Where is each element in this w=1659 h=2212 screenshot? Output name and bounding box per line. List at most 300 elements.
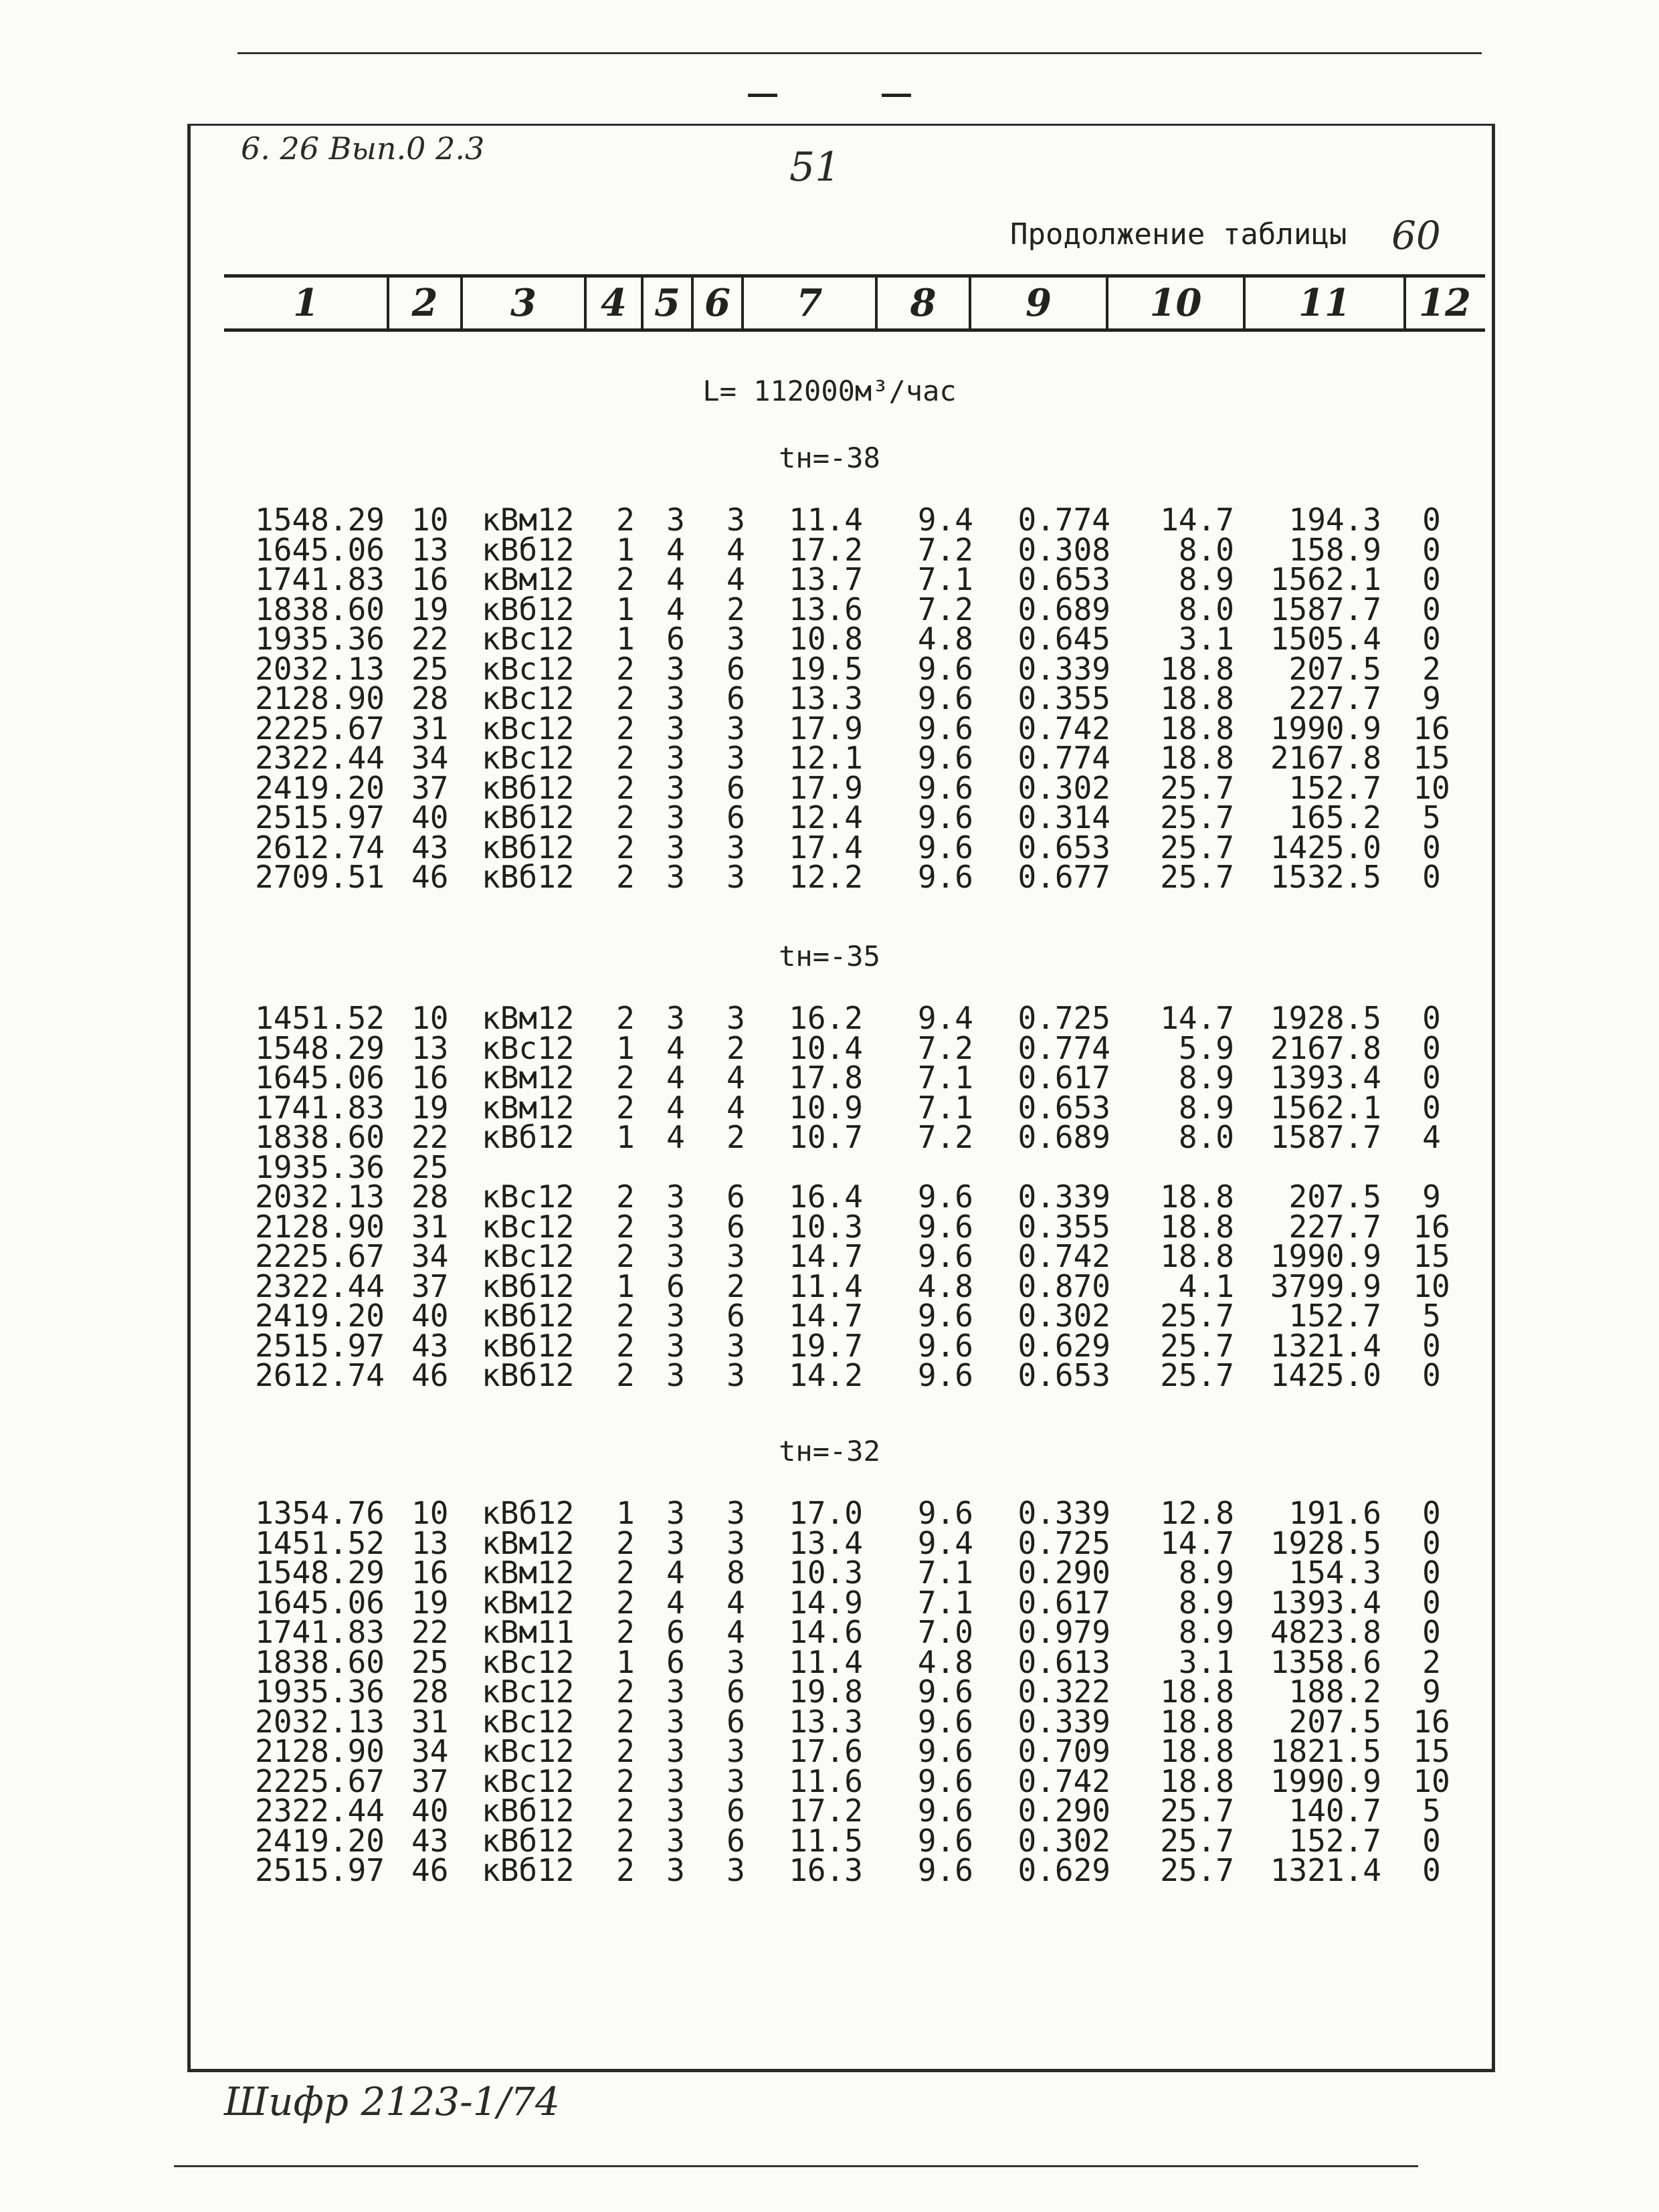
cell-col-5: 3 xyxy=(666,1674,685,1710)
cell-col-2: 40 xyxy=(411,799,449,835)
cell-col-5: 6 xyxy=(666,1614,685,1650)
cell-col-1: 2322.44 xyxy=(255,1268,385,1304)
cell-col-10: 8.9 xyxy=(1178,1584,1234,1621)
cell-col-3: кВб12 xyxy=(482,1119,575,1155)
cell-col-7: 13.7 xyxy=(789,561,863,597)
table-row xyxy=(0,561,1659,597)
cell-col-10: 18.8 xyxy=(1160,1674,1234,1710)
cell-col-5: 3 xyxy=(666,1763,685,1799)
cell-col-3: кВб12 xyxy=(482,1822,575,1859)
cell-col-9: 0.629 xyxy=(1017,1327,1110,1364)
cell-col-7: 14.2 xyxy=(789,1357,863,1393)
cell-col-1: 1645.06 xyxy=(255,1060,385,1096)
cell-col-9: 0.322 xyxy=(1017,1674,1110,1710)
cell-col-10: 18.8 xyxy=(1160,680,1234,716)
cell-col-3: кВб12 xyxy=(482,829,575,866)
column-separator xyxy=(1243,278,1246,328)
cell-col-4: 2 xyxy=(616,829,635,866)
cell-col-3: кВс12 xyxy=(482,1643,575,1680)
cell-col-7: 10.3 xyxy=(789,1208,863,1245)
column-header-row xyxy=(224,274,1485,332)
cell-col-3: кВс12 xyxy=(482,1029,575,1066)
cell-col-8: 9.6 xyxy=(917,650,973,687)
cell-col-2: 34 xyxy=(411,1238,449,1274)
table-row xyxy=(0,740,1659,776)
cell-col-1: 2128.90 xyxy=(255,680,385,716)
cell-col-11: 1358.6 xyxy=(1270,1643,1381,1680)
cell-col-5: 3 xyxy=(666,829,685,866)
cell-col-1: 2032.13 xyxy=(255,650,385,687)
cell-col-8: 9.6 xyxy=(917,680,973,716)
cell-col-7: 17.9 xyxy=(789,769,863,806)
cell-col-1: 1838.60 xyxy=(255,1119,385,1155)
cell-col-6: 4 xyxy=(726,1089,745,1126)
column-header-6: 6 xyxy=(704,281,730,325)
top-dash-mark xyxy=(882,94,911,97)
cell-col-8: 9.6 xyxy=(917,740,973,776)
cell-col-4: 2 xyxy=(616,1674,635,1710)
cell-col-8: 9.4 xyxy=(917,1524,973,1561)
table-row xyxy=(0,621,1659,657)
cell-col-10: 8.9 xyxy=(1178,1554,1234,1591)
table-row xyxy=(0,710,1659,746)
column-separator xyxy=(691,278,694,328)
cell-col-5: 3 xyxy=(666,1524,685,1561)
cell-col-7: 19.8 xyxy=(789,1674,863,1710)
cell-col-1: 1548.29 xyxy=(255,1029,385,1066)
cell-col-11: 1990.9 xyxy=(1270,1763,1381,1799)
cell-col-12: 10 xyxy=(1413,1763,1450,1799)
cell-col-12: 16 xyxy=(1413,710,1450,746)
cell-col-4: 2 xyxy=(616,1852,635,1888)
cell-col-3: кВс12 xyxy=(482,680,575,716)
cell-col-2: 25 xyxy=(411,1643,449,1680)
cell-col-3: кВб12 xyxy=(482,1327,575,1364)
cell-col-3: кВс12 xyxy=(482,1238,575,1274)
cell-col-4: 1 xyxy=(616,591,635,627)
table-row xyxy=(0,502,1659,538)
cell-col-8: 9.6 xyxy=(917,1703,973,1740)
table-row xyxy=(0,1643,1659,1680)
cell-col-3: кВб12 xyxy=(482,1495,575,1531)
cell-col-7: 19.5 xyxy=(789,650,863,687)
cell-col-1: 1548.29 xyxy=(255,502,385,538)
cell-col-11: 2167.8 xyxy=(1270,1029,1381,1066)
cell-col-12: 5 xyxy=(1422,1793,1441,1829)
cell-col-4: 2 xyxy=(616,1208,635,1245)
cell-col-7: 17.4 xyxy=(789,829,863,866)
cell-col-6: 3 xyxy=(726,1852,745,1888)
cell-col-12: 10 xyxy=(1413,1268,1450,1304)
cell-col-10: 25.7 xyxy=(1160,1822,1234,1859)
cell-col-4: 1 xyxy=(616,1268,635,1304)
cell-col-2: 13 xyxy=(411,1524,449,1561)
cell-col-6: 4 xyxy=(726,561,745,597)
cell-col-10: 18.8 xyxy=(1160,740,1234,776)
cell-col-10: 18.8 xyxy=(1160,710,1234,746)
cell-col-5: 3 xyxy=(666,799,685,835)
cell-col-5: 3 xyxy=(666,1000,685,1036)
cell-col-2: 37 xyxy=(411,1268,449,1304)
cell-col-11: 154.3 xyxy=(1288,1554,1381,1591)
cell-col-4: 2 xyxy=(616,1179,635,1215)
cell-col-8: 9.6 xyxy=(917,1298,973,1334)
cell-col-1: 2515.97 xyxy=(255,799,385,835)
cell-col-2: 40 xyxy=(411,1298,449,1334)
cell-col-1: 2225.67 xyxy=(255,1763,385,1799)
cell-col-10: 14.7 xyxy=(1160,1000,1234,1036)
cell-col-12: 5 xyxy=(1422,799,1441,835)
cell-col-2: 46 xyxy=(411,1357,449,1393)
cell-col-8: 9.6 xyxy=(917,769,973,806)
cell-col-7: 17.8 xyxy=(789,1060,863,1096)
cell-col-3: кВс12 xyxy=(482,740,575,776)
cell-col-5: 3 xyxy=(666,1327,685,1364)
cell-col-11: 1562.1 xyxy=(1270,1089,1381,1126)
cell-col-6: 3 xyxy=(726,1327,745,1364)
cell-col-3: кВс12 xyxy=(482,710,575,746)
cell-col-2: 16 xyxy=(411,561,449,597)
cell-col-11: 1505.4 xyxy=(1270,621,1381,657)
cell-col-1: 2612.74 xyxy=(255,829,385,866)
cell-col-10: 8.9 xyxy=(1178,1060,1234,1096)
cell-col-12: 0 xyxy=(1422,1000,1441,1036)
cell-col-4: 1 xyxy=(616,1495,635,1531)
cell-col-1: 1838.60 xyxy=(255,591,385,627)
cell-col-1: 1548.29 xyxy=(255,1554,385,1591)
cell-col-4: 2 xyxy=(616,769,635,806)
cell-col-7: 10.7 xyxy=(789,1119,863,1155)
cell-col-8: 7.1 xyxy=(917,1554,973,1591)
cell-col-10: 18.8 xyxy=(1160,1733,1234,1769)
cell-col-10: 5.9 xyxy=(1178,1029,1234,1066)
cell-col-11: 1425.0 xyxy=(1270,1357,1381,1393)
cell-col-9: 0.302 xyxy=(1017,1822,1110,1859)
bottom-scan-line xyxy=(174,2165,1418,2167)
cell-col-8: 7.2 xyxy=(917,1029,973,1066)
cell-col-1: 2032.13 xyxy=(255,1179,385,1215)
cell-col-9: 0.774 xyxy=(1017,740,1110,776)
column-header-1: 1 xyxy=(293,281,319,325)
cell-col-8: 4.8 xyxy=(917,621,973,657)
cell-col-3: кВб12 xyxy=(482,859,575,895)
column-separator xyxy=(1106,278,1108,328)
cell-col-9: 0.339 xyxy=(1017,1703,1110,1740)
cell-col-9: 0.689 xyxy=(1017,1119,1110,1155)
cell-col-6: 8 xyxy=(726,1554,745,1591)
cell-col-4: 2 xyxy=(616,1554,635,1591)
cell-col-1: 2322.44 xyxy=(255,740,385,776)
cell-col-9: 0.774 xyxy=(1017,502,1110,538)
cell-col-1: 2419.20 xyxy=(255,769,385,806)
cell-col-2: 19 xyxy=(411,591,449,627)
section-label: tн=-38 xyxy=(779,441,880,474)
cell-col-4: 2 xyxy=(616,561,635,597)
cell-col-12: 0 xyxy=(1422,502,1441,538)
table-row xyxy=(0,1029,1659,1066)
cell-col-7: 11.6 xyxy=(789,1763,863,1799)
cell-col-10: 25.7 xyxy=(1160,859,1234,895)
cell-col-5: 3 xyxy=(666,1703,685,1740)
cell-col-7: 16.4 xyxy=(789,1179,863,1215)
cell-col-4: 2 xyxy=(616,1000,635,1036)
column-separator xyxy=(387,278,389,328)
cell-col-8: 7.2 xyxy=(917,1119,973,1155)
cell-col-7: 12.1 xyxy=(789,740,863,776)
column-header-10: 10 xyxy=(1149,281,1202,325)
cell-col-6: 3 xyxy=(726,710,745,746)
cell-col-5: 4 xyxy=(666,1089,685,1126)
cell-col-10: 18.8 xyxy=(1160,1703,1234,1740)
cell-col-9: 0.742 xyxy=(1017,1238,1110,1274)
top-dash-mark xyxy=(748,94,777,97)
cell-col-2: 46 xyxy=(411,859,449,895)
cell-col-2: 37 xyxy=(411,1763,449,1799)
cell-col-10: 25.7 xyxy=(1160,769,1234,806)
cell-col-1: 2709.51 xyxy=(255,859,385,895)
cell-col-8: 9.6 xyxy=(917,859,973,895)
cell-col-1: 1451.52 xyxy=(255,1000,385,1036)
cell-col-7: 11.4 xyxy=(789,1643,863,1680)
column-header-8: 8 xyxy=(910,281,937,325)
cell-col-9: 0.709 xyxy=(1017,1733,1110,1769)
cell-col-10: 18.8 xyxy=(1160,1179,1234,1215)
cell-col-5: 4 xyxy=(666,531,685,568)
cell-col-6: 3 xyxy=(726,502,745,538)
cell-col-8: 9.6 xyxy=(917,799,973,835)
cell-col-2: 31 xyxy=(411,710,449,746)
cell-col-5: 4 xyxy=(666,1584,685,1621)
table-row xyxy=(0,1238,1659,1274)
table-row xyxy=(0,1733,1659,1769)
cell-col-1: 1935.36 xyxy=(255,1674,385,1710)
cell-col-9: 0.613 xyxy=(1017,1643,1110,1680)
cell-col-11: 1928.5 xyxy=(1270,1524,1381,1561)
cell-col-4: 1 xyxy=(616,1119,635,1155)
cell-col-7: 11.4 xyxy=(789,1268,863,1304)
cell-col-3: кВм12 xyxy=(482,561,575,597)
cell-col-6: 6 xyxy=(726,799,745,835)
table-row xyxy=(0,1089,1659,1126)
cell-col-11: 191.6 xyxy=(1288,1495,1381,1531)
cell-col-12: 9 xyxy=(1422,1674,1441,1710)
table-row xyxy=(0,1327,1659,1364)
cell-col-12: 10 xyxy=(1413,769,1450,806)
cell-col-11: 1821.5 xyxy=(1270,1733,1381,1769)
table-row xyxy=(0,1208,1659,1245)
cell-col-3: кВс12 xyxy=(482,1733,575,1769)
cell-col-11: 1532.5 xyxy=(1270,859,1381,895)
cell-col-1: 2515.97 xyxy=(255,1852,385,1888)
cell-col-2: 13 xyxy=(411,1029,449,1066)
cell-col-12: 0 xyxy=(1422,829,1441,866)
cell-col-3: кВб12 xyxy=(482,1298,575,1334)
cell-col-2: 19 xyxy=(411,1089,449,1126)
cell-col-10: 8.9 xyxy=(1178,1614,1234,1650)
cell-col-1: 1741.83 xyxy=(255,1089,385,1126)
cell-col-7: 16.2 xyxy=(789,1000,863,1036)
table-row xyxy=(0,829,1659,866)
cell-col-12: 0 xyxy=(1422,1327,1441,1364)
cell-col-5: 3 xyxy=(666,1238,685,1274)
cell-col-12: 15 xyxy=(1413,1733,1450,1769)
cell-col-1: 1354.76 xyxy=(255,1495,385,1531)
column-header-2: 2 xyxy=(411,281,438,325)
cell-col-7: 17.2 xyxy=(789,1793,863,1829)
footer-cipher: Шифр 2123-1/74 xyxy=(224,2079,560,2124)
cell-col-2: 10 xyxy=(411,502,449,538)
column-separator xyxy=(969,278,971,328)
cell-col-8: 9.4 xyxy=(917,1000,973,1036)
flow-rate-label: L= 112000м³/час xyxy=(702,375,957,407)
table-row xyxy=(0,1554,1659,1591)
cell-col-12: 0 xyxy=(1422,1029,1441,1066)
cell-col-8: 4.8 xyxy=(917,1643,973,1680)
table-row xyxy=(0,591,1659,627)
cell-col-1: 2032.13 xyxy=(255,1703,385,1740)
cell-col-8: 9.6 xyxy=(917,1238,973,1274)
column-separator xyxy=(584,278,587,328)
cell-col-8: 9.4 xyxy=(917,502,973,538)
cell-col-8: 9.6 xyxy=(917,1327,973,1364)
cell-col-3: кВс12 xyxy=(482,1703,575,1740)
cell-col-2: 16 xyxy=(411,1554,449,1591)
cell-col-4: 2 xyxy=(616,680,635,716)
cell-col-1: 2419.20 xyxy=(255,1298,385,1334)
cell-col-5: 3 xyxy=(666,1298,685,1334)
cell-col-11: 1321.4 xyxy=(1270,1327,1381,1364)
cell-col-6: 4 xyxy=(726,1060,745,1096)
cell-col-5: 3 xyxy=(666,1179,685,1215)
cell-col-6: 6 xyxy=(726,1208,745,1245)
cell-col-2: 22 xyxy=(411,1614,449,1650)
cell-col-9: 0.653 xyxy=(1017,1089,1110,1126)
cell-col-11: 207.5 xyxy=(1288,1703,1381,1740)
cell-col-11: 158.9 xyxy=(1288,531,1381,568)
cell-col-9: 0.339 xyxy=(1017,650,1110,687)
cell-col-3: кВм12 xyxy=(482,1060,575,1096)
cell-col-5: 3 xyxy=(666,740,685,776)
cell-col-11: 1393.4 xyxy=(1270,1060,1381,1096)
cell-col-5: 3 xyxy=(666,680,685,716)
table-row xyxy=(0,1822,1659,1859)
cell-col-8: 7.1 xyxy=(917,561,973,597)
cell-col-9: 0.290 xyxy=(1017,1793,1110,1829)
cell-col-11: 152.7 xyxy=(1288,769,1381,806)
cell-col-5: 3 xyxy=(666,1793,685,1829)
cell-col-10: 25.7 xyxy=(1160,799,1234,835)
cell-col-1: 1451.52 xyxy=(255,1524,385,1561)
cell-col-7: 17.6 xyxy=(789,1733,863,1769)
cell-col-9: 0.302 xyxy=(1017,1298,1110,1334)
cell-col-4: 2 xyxy=(616,1524,635,1561)
table-row xyxy=(0,1119,1659,1155)
cell-col-10: 18.8 xyxy=(1160,1763,1234,1799)
cell-col-4: 2 xyxy=(616,1614,635,1650)
cell-col-4: 2 xyxy=(616,1763,635,1799)
table-row xyxy=(0,1524,1659,1561)
cell-col-3: кВб12 xyxy=(482,769,575,806)
cell-col-9: 0.653 xyxy=(1017,829,1110,866)
cell-col-5: 3 xyxy=(666,1495,685,1531)
cell-col-10: 18.8 xyxy=(1160,650,1234,687)
table-row xyxy=(0,1268,1659,1304)
cell-col-6: 6 xyxy=(726,769,745,806)
cell-col-9: 0.645 xyxy=(1017,621,1110,657)
cell-col-3: кВб12 xyxy=(482,1852,575,1888)
cell-col-4: 2 xyxy=(616,1703,635,1740)
table-row xyxy=(0,859,1659,895)
cell-col-9: 0.653 xyxy=(1017,561,1110,597)
cell-col-9: 0.617 xyxy=(1017,1060,1110,1096)
cell-col-9: 0.617 xyxy=(1017,1584,1110,1621)
cell-col-11: 1990.9 xyxy=(1270,1238,1381,1274)
cell-col-1: 2225.67 xyxy=(255,710,385,746)
cell-col-12: 0 xyxy=(1422,1614,1441,1650)
cell-col-6: 3 xyxy=(726,1000,745,1036)
column-header-12: 12 xyxy=(1419,281,1471,325)
cell-col-2: 22 xyxy=(411,1119,449,1155)
cell-col-9: 0.725 xyxy=(1017,1000,1110,1036)
cell-col-8: 9.6 xyxy=(917,1763,973,1799)
cell-col-2: 28 xyxy=(411,680,449,716)
cell-col-5: 3 xyxy=(666,769,685,806)
cell-col-10: 25.7 xyxy=(1160,1852,1234,1888)
cell-col-6: 3 xyxy=(726,1733,745,1769)
cell-col-11: 1928.5 xyxy=(1270,1000,1381,1036)
cell-col-4: 2 xyxy=(616,650,635,687)
cell-col-4: 2 xyxy=(616,1327,635,1364)
table-row xyxy=(0,1148,1659,1185)
cell-col-5: 4 xyxy=(666,591,685,627)
cell-col-7: 17.9 xyxy=(789,710,863,746)
cell-col-2: 10 xyxy=(411,1495,449,1531)
cell-col-11: 1321.4 xyxy=(1270,1852,1381,1888)
cell-col-5: 4 xyxy=(666,1060,685,1096)
cell-col-4: 2 xyxy=(616,1060,635,1096)
cell-col-7: 17.0 xyxy=(789,1495,863,1531)
table-row xyxy=(0,1495,1659,1531)
cell-col-7: 13.6 xyxy=(789,591,863,627)
cell-col-2: 31 xyxy=(411,1208,449,1245)
cell-col-6: 6 xyxy=(726,650,745,687)
table-row xyxy=(0,1000,1659,1036)
cell-col-8: 7.1 xyxy=(917,1060,973,1096)
cell-col-6: 6 xyxy=(726,1674,745,1710)
cell-col-2: 37 xyxy=(411,769,449,806)
cell-col-7: 13.3 xyxy=(789,680,863,716)
cell-col-8: 9.6 xyxy=(917,710,973,746)
cell-col-8: 9.6 xyxy=(917,1822,973,1859)
cell-col-4: 1 xyxy=(616,1029,635,1066)
table-row xyxy=(0,769,1659,806)
cell-col-12: 16 xyxy=(1413,1208,1450,1245)
cell-col-5: 3 xyxy=(666,650,685,687)
cell-col-7: 14.7 xyxy=(789,1298,863,1334)
cell-col-11: 207.5 xyxy=(1288,1179,1381,1215)
cell-col-2: 13 xyxy=(411,531,449,568)
cell-col-9: 0.979 xyxy=(1017,1614,1110,1650)
cell-col-7: 12.4 xyxy=(789,799,863,835)
cell-col-8: 9.6 xyxy=(917,1208,973,1245)
cell-col-12: 0 xyxy=(1422,561,1441,597)
cell-col-7: 16.3 xyxy=(789,1852,863,1888)
cell-col-6: 3 xyxy=(726,1238,745,1274)
cell-col-7: 14.6 xyxy=(789,1614,863,1650)
cell-col-6: 3 xyxy=(726,859,745,895)
cell-col-10: 3.1 xyxy=(1178,621,1234,657)
cell-col-3: кВм12 xyxy=(482,1524,575,1561)
